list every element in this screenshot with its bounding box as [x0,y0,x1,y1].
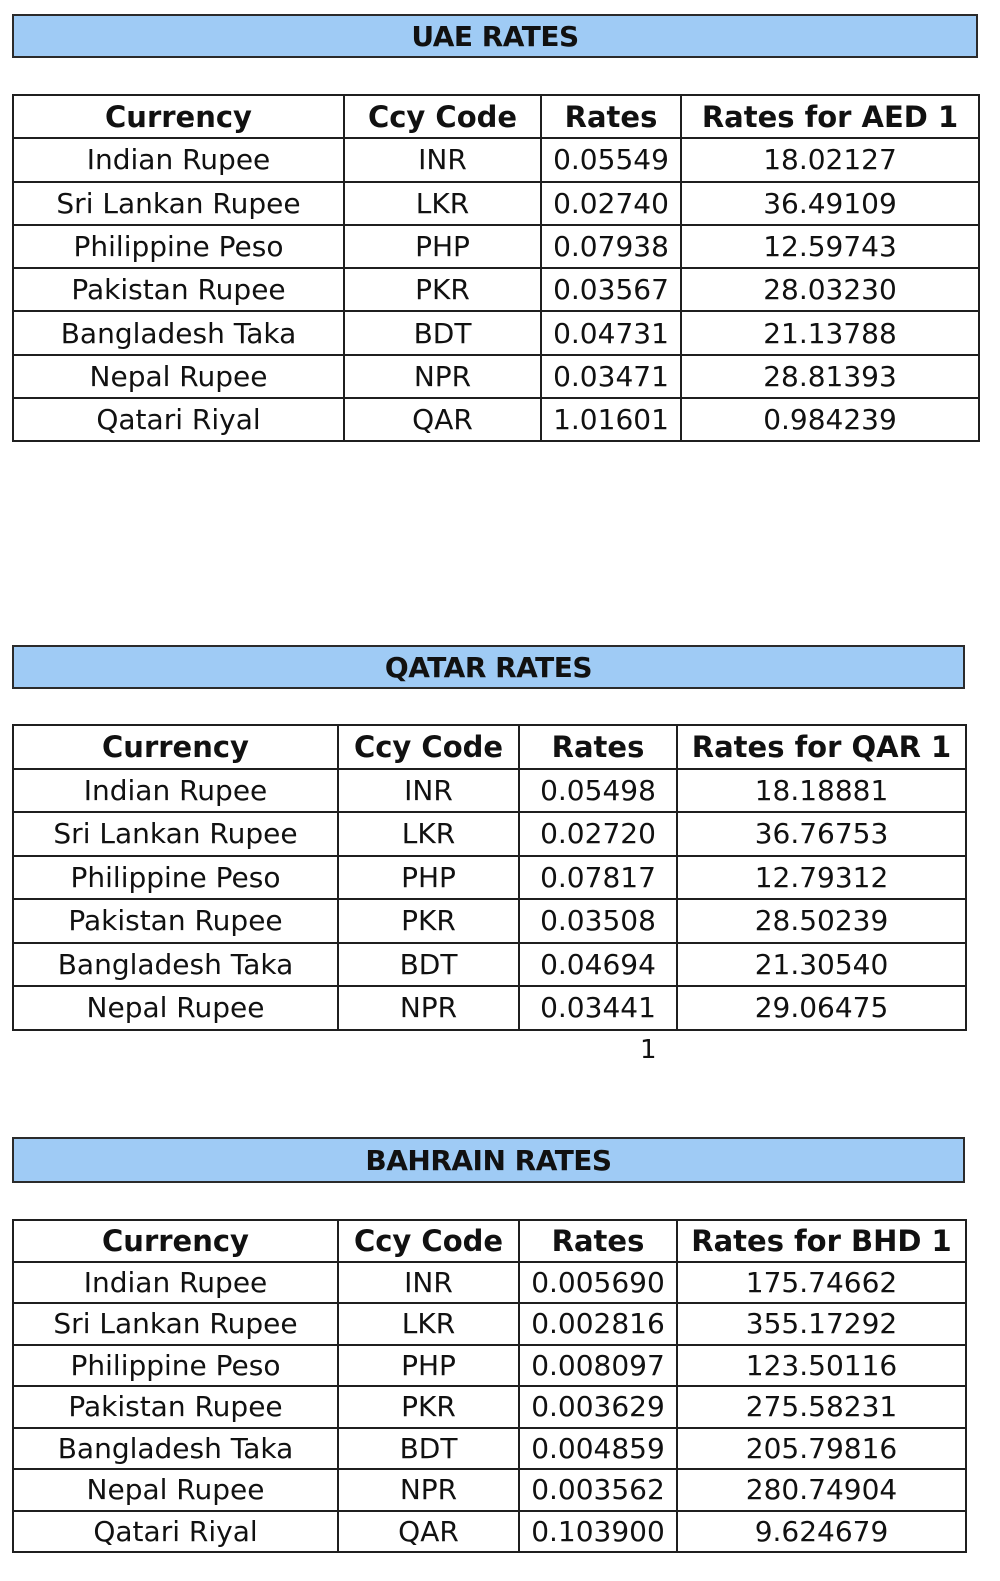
ccy-code-cell: BDT [338,943,519,987]
currency-cell: Nepal Rupee [13,1469,338,1511]
inverse-rate-cell: 280.74904 [677,1469,966,1511]
currency-cell: Indian Rupee [13,138,344,181]
table-row [13,311,979,354]
inverse-rate-cell: 21.13788 [681,311,979,354]
inverse-rate-cell: 28.03230 [681,268,979,311]
rate-cell: 0.002816 [519,1303,677,1345]
inverse-rate-cell: 29.06475 [677,986,966,1030]
table-row [13,899,966,943]
rate-cell: 0.02720 [519,812,677,856]
inverse-rate-cell: 275.58231 [677,1386,966,1428]
table-row [13,1386,966,1428]
table-row [13,986,966,1030]
table-row [13,812,966,856]
inverse-rate-cell: 18.02127 [681,138,979,181]
rates-header: Rates [541,95,681,138]
table-row [13,1262,966,1304]
ccy-code-cell: BDT [344,311,541,354]
ccy-code-header: Ccy Code [338,725,519,769]
ccy-code-header: Ccy Code [338,1220,519,1262]
ccy-code-cell: PKR [338,1386,519,1428]
page-number: 1 [640,1035,657,1065]
ccy-code-cell: INR [338,769,519,813]
rate-cell: 0.008097 [519,1345,677,1387]
table-row [13,1345,966,1387]
ccy-code-cell: INR [338,1262,519,1304]
rate-cell: 0.03567 [541,268,681,311]
uae-rates-title: UAE RATES [12,14,978,58]
ccy-code-cell: LKR [344,182,541,225]
inverse-rate-cell: 36.76753 [677,812,966,856]
currency-cell: Bangladesh Taka [13,1428,338,1470]
currency-header: Currency [13,725,338,769]
inverse-rate-cell: 175.74662 [677,1262,966,1304]
table-row [13,182,979,225]
inverse-rate-cell: 36.49109 [681,182,979,225]
inverse-rate-cell: 123.50116 [677,1345,966,1387]
table-row [13,1469,966,1511]
ccy-code-cell: PHP [338,1345,519,1387]
rate-cell: 0.005690 [519,1262,677,1304]
currency-cell: Sri Lankan Rupee [13,182,344,225]
inverse-rate-cell: 21.30540 [677,943,966,987]
ccy-code-cell: QAR [338,1511,519,1553]
ccy-code-cell: QAR [344,398,541,441]
currency-cell: Nepal Rupee [13,986,338,1030]
ccy-code-cell: LKR [338,812,519,856]
table-row [13,1303,966,1345]
inverse-rate-cell: 28.81393 [681,355,979,398]
ccy-code-cell: INR [344,138,541,181]
currency-cell: Philippine Peso [13,856,338,900]
inverse-rate-cell: 0.984239 [681,398,979,441]
table-row [13,1511,966,1553]
rate-cell: 0.003629 [519,1386,677,1428]
currency-cell: Qatari Riyal [13,398,344,441]
rate-cell: 0.003562 [519,1469,677,1511]
table-header-row [13,725,966,769]
table-row [13,769,966,813]
currency-cell: Bangladesh Taka [13,943,338,987]
inverse-rate-cell: 12.59743 [681,225,979,268]
currency-cell: Pakistan Rupee [13,899,338,943]
ccy-code-cell: LKR [338,1303,519,1345]
table-row [13,1428,966,1470]
table-row [13,268,979,311]
currency-cell: Pakistan Rupee [13,268,344,311]
currency-cell: Philippine Peso [13,1345,338,1387]
ccy-code-header: Ccy Code [344,95,541,138]
rate-cell: 0.05498 [519,769,677,813]
currency-cell: Bangladesh Taka [13,311,344,354]
ccy-code-cell: PHP [338,856,519,900]
uae-rates-table [12,94,980,442]
table-row [13,398,979,441]
rate-cell: 0.07817 [519,856,677,900]
table-header-row [13,1220,966,1262]
bahrain-rates-table [12,1219,967,1553]
qatar-rates-title: QATAR RATES [12,645,965,689]
rate-cell: 0.03471 [541,355,681,398]
inverse-rate-cell: 355.17292 [677,1303,966,1345]
rate-cell: 0.04731 [541,311,681,354]
rate-cell: 0.04694 [519,943,677,987]
ccy-code-cell: NPR [344,355,541,398]
currency-cell: Sri Lankan Rupee [13,812,338,856]
ccy-code-cell: BDT [338,1428,519,1470]
ccy-code-cell: NPR [338,1469,519,1511]
ccy-code-cell: NPR [338,986,519,1030]
ccy-code-cell: PHP [344,225,541,268]
rate-cell: 1.01601 [541,398,681,441]
inverse-rate-cell: 9.624679 [677,1511,966,1553]
rate-cell: 0.05549 [541,138,681,181]
rate-cell: 0.07938 [541,225,681,268]
qatar-rates-table [12,724,967,1031]
table-row [13,138,979,181]
ccy-code-cell: PKR [338,899,519,943]
currency-cell: Qatari Riyal [13,1511,338,1553]
currency-cell: Pakistan Rupee [13,1386,338,1428]
currency-cell: Nepal Rupee [13,355,344,398]
table-row [13,856,966,900]
table-row [13,355,979,398]
rate-cell: 0.103900 [519,1511,677,1553]
currency-cell: Indian Rupee [13,1262,338,1304]
inverse-rate-cell: 12.79312 [677,856,966,900]
currency-cell: Sri Lankan Rupee [13,1303,338,1345]
rate-cell: 0.004859 [519,1428,677,1470]
bahrain-rates-title: BAHRAIN RATES [12,1137,965,1183]
rate-cell: 0.03508 [519,899,677,943]
rates-header: Rates [519,1220,677,1262]
currency-header: Currency [13,1220,338,1262]
inverse-rate-cell: 28.50239 [677,899,966,943]
rate-cell: 0.03441 [519,986,677,1030]
rates-header: Rates [519,725,677,769]
currency-cell: Indian Rupee [13,769,338,813]
ccy-code-cell: PKR [344,268,541,311]
currency-header: Currency [13,95,344,138]
table-row [13,225,979,268]
rates-for-unit-header: Rates for QAR 1 [677,725,966,769]
inverse-rate-cell: 205.79816 [677,1428,966,1470]
rates-for-unit-header: Rates for AED 1 [681,95,979,138]
table-header-row [13,95,979,138]
inverse-rate-cell: 18.18881 [677,769,966,813]
table-row [13,943,966,987]
currency-cell: Philippine Peso [13,225,344,268]
rate-cell: 0.02740 [541,182,681,225]
rates-for-unit-header: Rates for BHD 1 [677,1220,966,1262]
